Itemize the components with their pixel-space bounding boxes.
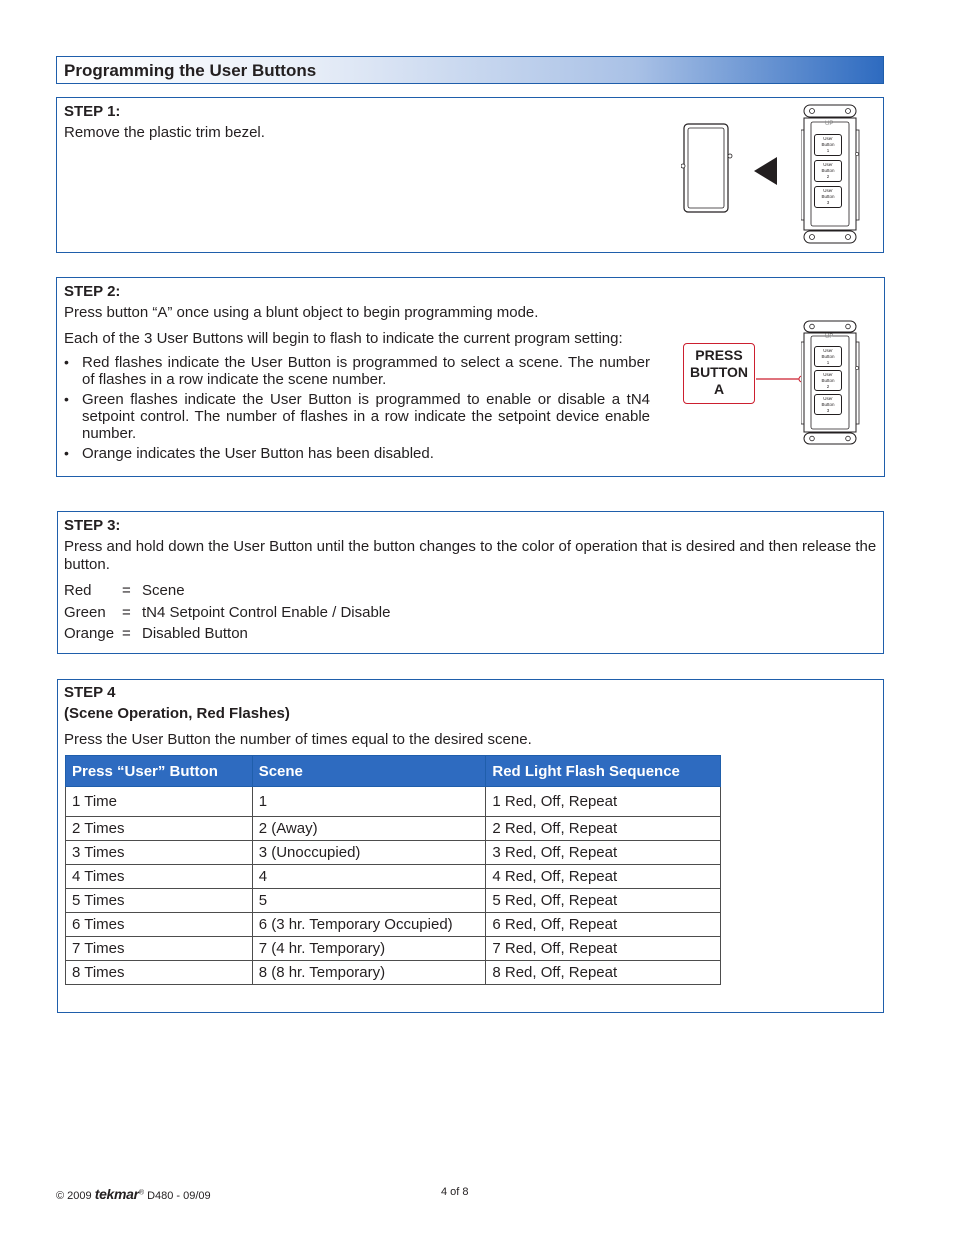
user-button-line2: Button (821, 378, 835, 383)
cell-scene: 1 (252, 787, 486, 817)
table-row (66, 913, 721, 937)
user-button-num: 2 (826, 174, 830, 179)
cell-press: 3 Times (66, 841, 253, 865)
device-illustration-1 (801, 104, 861, 244)
callout-line2: BUTTON (689, 364, 749, 380)
step2-bullets (64, 354, 650, 465)
table-row (66, 865, 721, 889)
step4-box (57, 679, 884, 1013)
col-header-press: Press “User” Button (66, 756, 253, 787)
legend-meaning: Disabled Button (142, 625, 248, 642)
user-button-line2: Button (821, 142, 835, 147)
cell-scene: 2 (Away) (252, 817, 486, 841)
col-header-sequence: Red Light Flash Sequence (486, 756, 721, 787)
table-row (66, 817, 721, 841)
legend-color: Red (64, 582, 92, 599)
device-up-label: UP (825, 334, 834, 340)
legend-color: Orange (64, 625, 115, 642)
bullet-green: • Green flashes indicate the User Button is programmed to enable or disable a tN4 setpoint control. The number of flashes in a row indicate the setpoint device enable number. (64, 391, 650, 442)
user-button-3[interactable] (814, 394, 842, 415)
cell-press: 7 Times (66, 937, 253, 961)
user-button-line1: User (823, 372, 833, 377)
table-row (66, 889, 721, 913)
device-illustration-2 (801, 320, 861, 445)
user-button-line1: User (823, 188, 833, 193)
step3-box (57, 511, 884, 654)
step2-intro: Press button “A” once using a blunt object to begin programming mode. (64, 304, 539, 321)
user-button-num: 1 (826, 360, 830, 365)
user-button-num: 3 (826, 408, 830, 413)
cell-press: 5 Times (66, 889, 253, 913)
step3-text: Press and hold down the User Button until the button changes to the color of operation that is desired and then release the button. (64, 538, 877, 573)
user-button-line2: Button (821, 354, 835, 359)
step1-title: STEP 1: (64, 103, 121, 120)
callout-connector (756, 374, 806, 384)
bullet-orange: • Orange indicates the User Button has been disabled. (64, 445, 650, 462)
table-row (66, 937, 721, 961)
cell-press: 1 Time (66, 787, 253, 817)
user-button-num: 1 (826, 148, 830, 153)
cell-scene: 4 (252, 865, 486, 889)
user-button-line1: User (823, 396, 833, 401)
cell-sequence: 6 Red, Off, Repeat (486, 913, 721, 937)
user-button-2[interactable] (814, 160, 842, 182)
user-button-line1: User (823, 348, 833, 353)
cell-scene: 7 (4 hr. Temporary) (252, 937, 486, 961)
step2-lead: Each of the 3 User Buttons will begin to flash to indicate the current program setting: (64, 330, 623, 347)
arrow-left-icon (753, 156, 779, 186)
cell-sequence: 7 Red, Off, Repeat (486, 937, 721, 961)
footer-page: 4 of 8 (441, 1186, 469, 1198)
trim-bezel-illustration (681, 122, 737, 216)
user-button-1[interactable] (814, 134, 842, 156)
section-title: Programming the User Buttons (64, 61, 317, 80)
table-row (66, 961, 721, 985)
step4-text: Press the User Button the number of times equal to the desired scene. (64, 731, 532, 748)
tekmar-logo: tekmar (94, 1186, 139, 1202)
callout-line1: PRESS (695, 347, 743, 363)
footer-reg: ® (138, 1189, 144, 1197)
user-button-num: 2 (826, 384, 830, 389)
user-button-line2: Button (821, 402, 835, 407)
legend-eq: = (122, 604, 131, 621)
step1-box (56, 97, 884, 253)
table-row (66, 841, 721, 865)
footer-copyright: © 2009 (56, 1190, 92, 1202)
user-button-line1: User (823, 136, 833, 141)
cell-sequence: 2 Red, Off, Repeat (486, 817, 721, 841)
table-row (66, 787, 721, 817)
cell-sequence: 3 Red, Off, Repeat (486, 841, 721, 865)
cell-press: 6 Times (66, 913, 253, 937)
col-header-scene: Scene (252, 756, 486, 787)
cell-press: 4 Times (66, 865, 253, 889)
user-button-2[interactable] (814, 370, 842, 391)
cell-sequence: 1 Red, Off, Repeat (486, 787, 721, 817)
press-button-a-callout (683, 343, 755, 404)
user-button-3[interactable] (814, 186, 842, 208)
callout-line3: A (713, 381, 725, 397)
legend-eq: = (122, 625, 131, 642)
bullet-red: • Red flashes indicate the User Button is programmed to select a scene. The number of flashes in a row indicate the scene number. (64, 354, 650, 388)
user-button-line1: User (823, 162, 833, 167)
step4-subtitle: (Scene Operation, Red Flashes) (64, 705, 290, 722)
cell-scene: 8 (8 hr. Temporary) (252, 961, 486, 985)
cell-sequence: 4 Red, Off, Repeat (486, 865, 721, 889)
device-up-label: UP (825, 121, 834, 127)
user-button-num: 3 (826, 200, 830, 205)
cell-sequence: 5 Red, Off, Repeat (486, 889, 721, 913)
cell-scene: 6 (3 hr. Temporary Occupied) (252, 913, 486, 937)
cell-sequence: 8 Red, Off, Repeat (486, 961, 721, 985)
user-button-1[interactable] (814, 346, 842, 367)
cell-scene: 5 (252, 889, 486, 913)
step2-title: STEP 2: (64, 283, 121, 300)
footer-doc: D480 - 09/09 (147, 1190, 211, 1202)
cell-press: 8 Times (66, 961, 253, 985)
user-button-line2: Button (821, 168, 835, 173)
footer (56, 1186, 476, 1202)
step2-box (56, 277, 885, 477)
legend-meaning: Scene (142, 582, 185, 599)
step4-title: STEP 4 (64, 684, 116, 701)
cell-press: 2 Times (66, 817, 253, 841)
legend-meaning: tN4 Setpoint Control Enable / Disable (142, 604, 391, 621)
legend-color: Green (64, 604, 106, 621)
cell-scene: 3 (Unoccupied) (252, 841, 486, 865)
scene-flash-table (65, 755, 721, 985)
user-button-line2: Button (821, 194, 835, 199)
step1-text: Remove the plastic trim bezel. (64, 124, 265, 141)
step3-title: STEP 3: (64, 517, 121, 534)
table-header-row (66, 756, 721, 787)
legend-eq: = (122, 582, 131, 599)
section-header (56, 56, 884, 84)
